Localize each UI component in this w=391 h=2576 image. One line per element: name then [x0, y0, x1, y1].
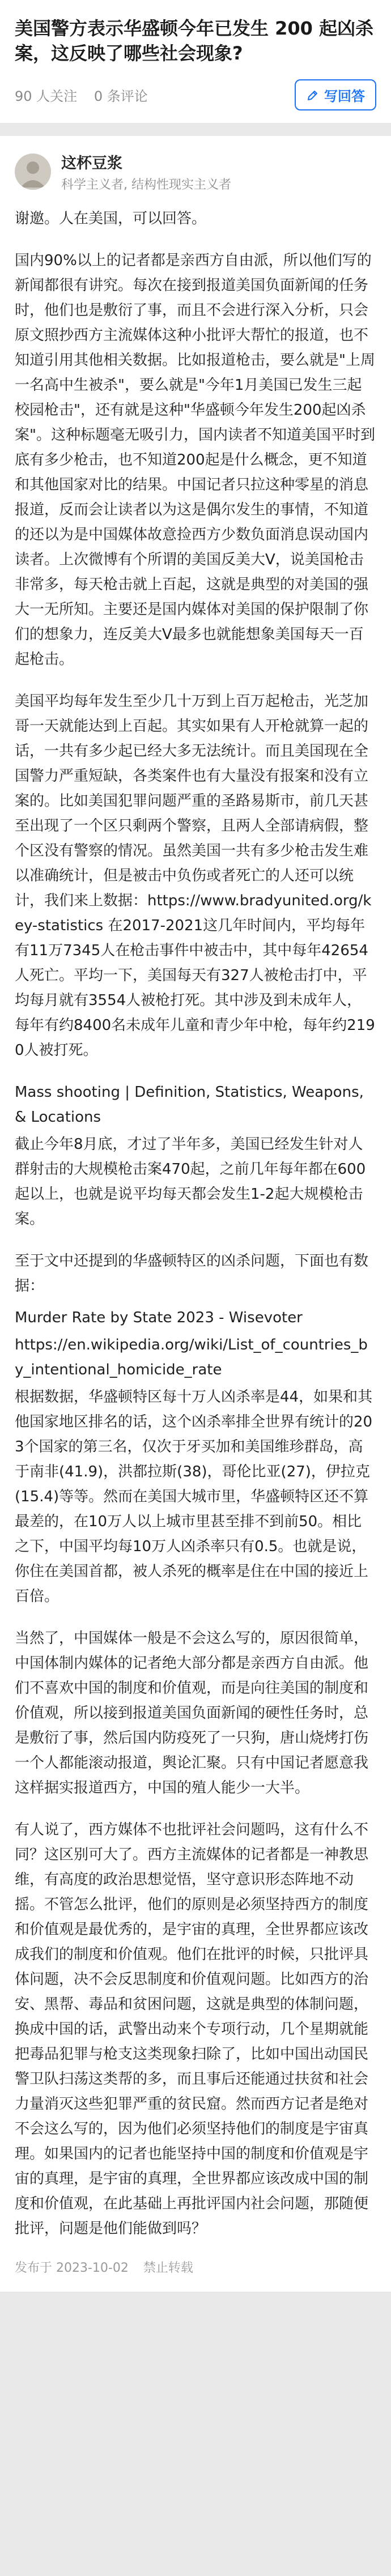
question-card: [0, 0, 391, 124]
answer-card: [0, 136, 391, 2292]
answer-paragraph: 当然了，中国媒体一般是不会这么写的，原因很简单，中国体制内媒体的记者绝大部分都是亲西方自由派。他们不喜欢中国的制度和价值观，而是向往美国的制度和价值观，所以接到报道美国负面新闻的硬性任务时，总是敷衍了事，然后国内防疫死了一只狗，唐山烧烤打伤一个人都能滚动报道，舆论汇聚。只有中国记者愿意我这样据实报道西方，中国的殖人能少一大半。: [15, 1630, 369, 1796]
answer-footer: [15, 2258, 376, 2276]
link-card-title[interactable]: Mass shooting | Definition, Statistics, Weapons, & Locations: [15, 1084, 364, 1126]
author-info: [61, 151, 231, 193]
answer-paragraph: 至于文中还提到的华盛顿特区的凶杀问题，下面也有数据：: [15, 1253, 369, 1295]
author-bio: 科学主义者, 结构性现实主义者: [61, 178, 231, 192]
reference-link[interactable]: https://en.wikipedia.org/wiki/List_of_countries_by_intentional_homicide_rate: [15, 1336, 368, 1378]
comments-count[interactable]: 0 条评论: [94, 88, 148, 104]
section-divider: [0, 124, 391, 136]
answer-paragraph: 美国平均每年发生至少几十万到上百万起枪击，光芝加哥一天就能达到上百起。其实如果有人开枪就算一起的话，一共有多少起已经大多无法统计。而且美国现在全国警力严重短缺，各类案件也有大量没有报案和没有立案的。比如美国犯罪问题严重的圣路易斯市，前几天甚至出现了一个区只剩两个警察，且两人全部请病假，整个区没有警察的情况。虽然美国一共有多少枪击发生难以准确统计，但是被击中负伤或者死亡的人还可以统计，我们来上数据：https://www.bradyunited.org/key-statistics 在2017-2021这几年时间内，平均每年有11万7345人在枪击事件中被击中，其中每年42654人死亡。平均一下，美国每天有327人被枪击打中，平均每月就有3554人被枪打死。其中涉及到未成年人，每年有约8400名未成年儿童和青少年中枪，每年约2190人被打死。: [15, 693, 375, 1059]
answer-paragraph: 有人说了，西方媒体不也批评社会问题吗，这有什么不同？这区别可大了。西方主流媒体的记者都是一神教思维，有高度的政治思想觉悟，坚守意识形态阵地不动摇。不管怎么批评，他们的原则是必须坚持西方的制度和价值观是最优秀的，是宇宙的真理，全世界都应该改成我们的制度和价值观。他们在批评的时候，只批评具体问题，决不会反思制度和价值观问题。比如西方的治安、黑帮、毒品和贫困问题，这就是典型的体制问题，换成中国的话，武警出动来个专项行动，几个星期就能把毒品犯罪与枪支这类现象扫除了，比如中国出动国民警卫队扫荡这类帮的多，而且事后还能通过扶贫和社会力量消灭这些犯罪严重的贫民窟。然而西方记者是绝对不会这么写的，因为他们必须坚持他们的制度是宇宙真理。如果国内的记者也能坚持中国的制度和价值观是宇宙的真理，是宇宙的真理，全世界都应该改成中国的制度和价值观，在此基础上再批评国内社会问题，那随便批评，问题是他们能做到吗？: [15, 1821, 369, 2237]
avatar-image-icon: [15, 154, 51, 190]
link-card-title[interactable]: Murder Rate by State 2023 - Wisevoter: [15, 1309, 303, 1326]
question-meta-row: [15, 79, 376, 110]
write-answer-button[interactable]: [295, 79, 376, 110]
author-row[interactable]: [15, 151, 376, 193]
pencil-icon: [306, 88, 320, 102]
copyright-notice: 禁止转载: [143, 2261, 193, 2275]
publish-date: 发布于 2023-10-02: [15, 2261, 129, 2275]
answer-paragraph: 国内90%以上的记者都是亲西方自由派，所以他们写的新闻都很有讲究。每次在接到报道美国负面新闻的任务时，他们也是敷衍了事，而且不会进行深入分析，只会原文照抄西方主流媒体这种小批评大帮忙的报道，也不知道引用其他相关数据。比如报道枪击，要么就是"上周一名高中生被杀"，要么就是"今年1月美国已发生三起校园枪击"，还有就是这种"华盛顿今年发生200起凶杀案"。这种标题毫无吸引力，国内读者不知道美国平时到底有多少枪击，也不知道200起是什么概念，更不知道和其他国家对比的结果。中国记者只拉这种零星的消息报道，反而会让读者以为这是偶尔发生的事情，不知道的还以为是中国媒体故意捡西方少数负面消息误动国内读者。上次微博有个所谓的美国反美大V，说美国枪击非常多，每天枪击就上百起，这就是典型的对美国的强大一无所知。主要还是国内媒体对美国的保护限制了你们的想象力，连反美大V最多也就能想象美国每天一百起枪击。: [15, 252, 375, 668]
answer-paragraph: 谢邀。人在美国，可以回答。: [15, 210, 207, 227]
write-answer-label: 写回答: [324, 88, 365, 104]
answer-paragraph: 根据数据，华盛顿特区每十万人凶杀率是44，如果和其他国家地区排名的话，这个凶杀率排全世界有统计的203个国家的第三名，仅次于牙买加和美国维珍群岛，高于南非(41.9)，洪都拉斯(38)，哥伦比亚(27)，伊拉克(15.4)等等。然而在美国大城市里，华盛顿特区还不算最差的，在10万人以上城市里甚至排不到前50。相比之下，中国平均每10万人凶杀率只有0.5。也就是说，你住在美国首都，被人杀死的概率是住在中国的接近上百倍。: [15, 1389, 373, 1605]
followers-count[interactable]: 90 人关注: [15, 88, 78, 104]
question-title[interactable]: 美国警方表示华盛顿今年已发生 200 起凶杀案，这反映了哪些社会现象?: [15, 18, 374, 64]
question-stats: [15, 85, 160, 105]
author-name[interactable]: 这杯豆浆: [61, 155, 122, 172]
answer-paragraph: 截止今年8月底，才过了半年多，美国已经发生针对人群射击的大规模枪击案470起，之前几年每年都在600起以上，也就是说平均每天都会发生1-2起大规模枪击案。: [15, 1136, 366, 1228]
avatar[interactable]: [15, 154, 51, 190]
